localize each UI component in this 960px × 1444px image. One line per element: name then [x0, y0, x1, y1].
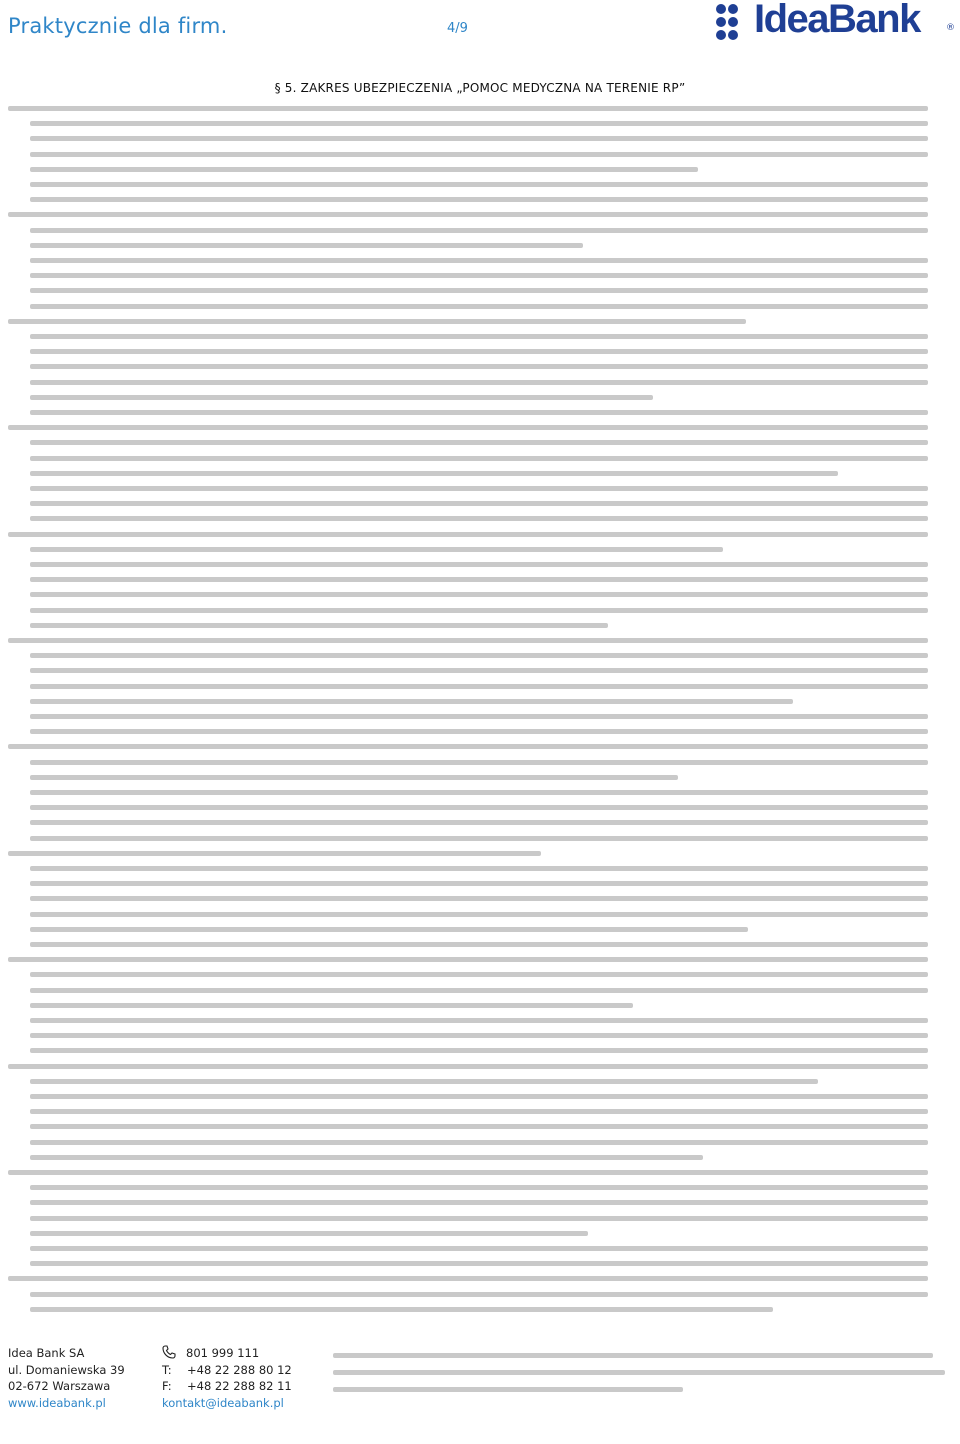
- text-line-placeholder: [30, 1033, 928, 1038]
- phone-icon: [162, 1345, 176, 1359]
- page-tagline: Praktycznie dla firm.: [8, 14, 228, 38]
- text-line-placeholder: [8, 212, 928, 217]
- text-line-placeholder: [30, 1231, 588, 1236]
- text-line-placeholder: [30, 136, 928, 141]
- text-line-placeholder: [30, 471, 838, 476]
- text-line-placeholder: [30, 167, 698, 172]
- text-line-placeholder: [8, 957, 928, 962]
- text-line-placeholder: [30, 364, 928, 369]
- text-line-placeholder: [333, 1387, 683, 1392]
- text-line-placeholder: [30, 1018, 928, 1023]
- footer-tel-label: T:: [162, 1362, 172, 1377]
- text-line-placeholder: [30, 1109, 928, 1114]
- footer-fax-label: F:: [162, 1379, 172, 1393]
- text-line-placeholder: [30, 927, 748, 932]
- text-line-placeholder: [30, 1140, 928, 1145]
- text-line-placeholder: [8, 638, 928, 643]
- text-line-placeholder: [30, 1185, 928, 1190]
- text-line-placeholder: [30, 1094, 928, 1099]
- text-line-placeholder: [30, 547, 723, 552]
- text-line-placeholder: [30, 1246, 928, 1251]
- logo-dots-icon: [716, 4, 750, 42]
- text-line-placeholder: [30, 152, 928, 157]
- text-line-placeholder: [30, 228, 928, 233]
- text-line-placeholder: [30, 623, 608, 628]
- text-line-placeholder: [30, 988, 928, 993]
- text-line-placeholder: [30, 942, 928, 947]
- text-line-placeholder: [30, 456, 928, 461]
- text-line-placeholder: [30, 577, 928, 582]
- text-line-placeholder: [30, 866, 928, 871]
- text-line-placeholder: [30, 440, 928, 445]
- footer-email-link[interactable]: kontakt@ideabank.pl: [162, 1395, 284, 1410]
- text-line-placeholder: [30, 790, 928, 795]
- text-line-placeholder: [30, 684, 928, 689]
- text-line-placeholder: [30, 501, 928, 506]
- footer-tel: +48 22 288 80 12: [187, 1362, 292, 1377]
- text-line-placeholder: [30, 1292, 928, 1297]
- footer-fax: +48 22 288 82 11: [187, 1379, 292, 1393]
- footer-phone: 801 999 111: [186, 1346, 260, 1360]
- text-line-placeholder: [30, 410, 928, 415]
- footer-company-name: Idea Bank SA: [8, 1346, 85, 1360]
- text-line-placeholder: [30, 1307, 773, 1312]
- text-line-placeholder: [30, 1003, 633, 1008]
- idea-bank-logo: [716, 0, 956, 43]
- text-line-placeholder: [30, 516, 928, 521]
- footer-website-link[interactable]: www.ideabank.pl: [8, 1395, 106, 1410]
- text-line-placeholder: [30, 258, 928, 263]
- text-line-placeholder: [30, 182, 928, 187]
- footer-fax-row: [162, 1378, 292, 1395]
- text-line-placeholder: [30, 243, 583, 248]
- logo-wordmark: IdeaBank: [754, 0, 920, 41]
- text-line-placeholder: [30, 820, 928, 825]
- text-line-placeholder: [30, 349, 928, 354]
- text-line-placeholder: [30, 1200, 928, 1205]
- text-line-placeholder: [30, 760, 928, 765]
- text-line-placeholder: [30, 562, 928, 567]
- text-line-placeholder: [30, 714, 928, 719]
- text-line-placeholder: [30, 836, 928, 841]
- text-line-placeholder: [8, 1276, 928, 1281]
- text-line-placeholder: [333, 1370, 945, 1375]
- section-body-placeholder: [8, 101, 950, 1323]
- text-line-placeholder: [30, 592, 928, 597]
- text-line-placeholder: [30, 881, 928, 886]
- text-line-placeholder: [30, 197, 928, 202]
- text-line-placeholder: [30, 1048, 928, 1053]
- text-line-placeholder: [30, 334, 928, 339]
- text-line-placeholder: [8, 532, 928, 537]
- text-line-placeholder: [30, 1261, 928, 1266]
- text-line-placeholder: [30, 1155, 703, 1160]
- footer-contact-block: [162, 1345, 292, 1411]
- text-line-placeholder: [30, 486, 928, 491]
- text-line-placeholder: [30, 775, 678, 780]
- text-line-placeholder: [30, 653, 928, 658]
- footer-tel-row: [162, 1362, 292, 1379]
- text-line-placeholder: [30, 121, 928, 126]
- text-line-placeholder: [30, 288, 928, 293]
- text-line-placeholder: [8, 1064, 928, 1069]
- text-line-placeholder: [30, 1216, 928, 1221]
- text-line-placeholder: [30, 805, 928, 810]
- text-line-placeholder: [8, 851, 541, 856]
- text-line-placeholder: [30, 1124, 928, 1129]
- text-line-placeholder: [30, 912, 928, 917]
- text-line-placeholder: [30, 729, 928, 734]
- text-line-placeholder: [30, 972, 928, 977]
- text-line-placeholder: [30, 668, 928, 673]
- text-line-placeholder: [333, 1353, 933, 1358]
- text-line-placeholder: [30, 699, 793, 704]
- text-line-placeholder: [30, 380, 928, 385]
- text-line-placeholder: [30, 896, 928, 901]
- footer-city: 02-672 Warszawa: [8, 1379, 111, 1393]
- text-line-placeholder: [8, 319, 746, 324]
- section-title: § 5. ZAKRES UBEZPIECZENIA „POMOC MEDYCZNA NA TERENIE RP”: [274, 81, 686, 95]
- text-line-placeholder: [30, 1079, 818, 1084]
- footer-phone-row: [162, 1345, 292, 1362]
- text-line-placeholder: [30, 304, 928, 309]
- text-line-placeholder: [8, 1170, 928, 1175]
- page-footer: [0, 1345, 960, 1444]
- footer-company-block: [8, 1345, 125, 1411]
- text-line-placeholder: [8, 106, 928, 111]
- text-line-placeholder: [30, 608, 928, 613]
- text-line-placeholder: [30, 395, 653, 400]
- text-line-placeholder: [8, 744, 928, 749]
- page-number: 4/9: [447, 21, 468, 36]
- text-line-placeholder: [8, 425, 928, 430]
- text-line-placeholder: [30, 273, 928, 278]
- registered-mark: ®: [946, 23, 955, 33]
- footer-street: ul. Domaniewska 39: [8, 1362, 125, 1377]
